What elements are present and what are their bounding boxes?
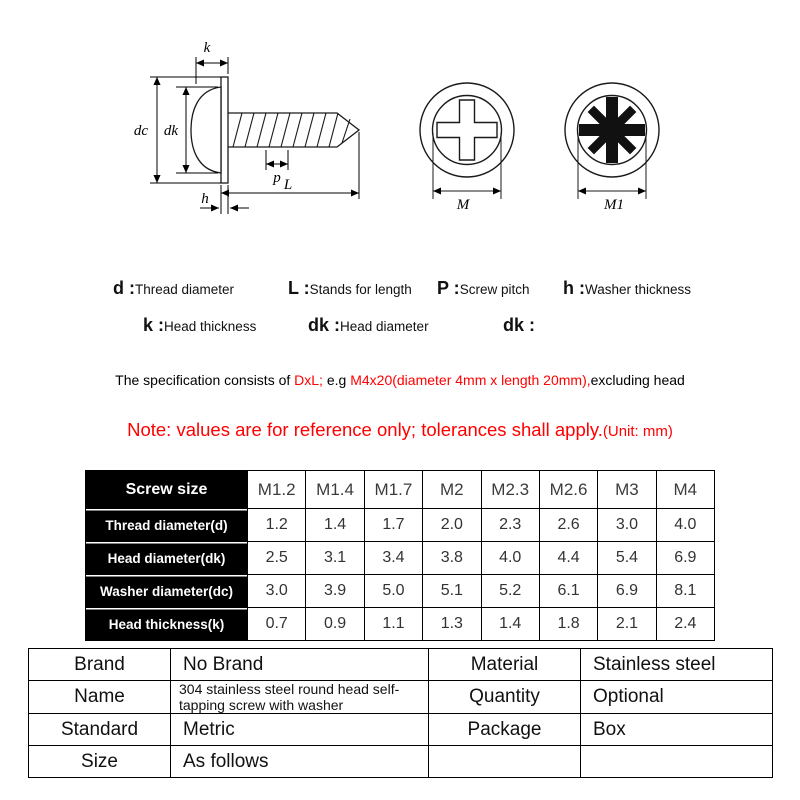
spec-cell: 1.2 (248, 509, 306, 542)
spec-cell: 3.8 (423, 542, 481, 575)
spec-cell: 3.1 (306, 542, 364, 575)
info-label: Name (29, 681, 171, 714)
info-row-standard (29, 714, 773, 746)
spec-row-label: Head thickness(k) (86, 608, 248, 641)
spec-col-header: M3 (598, 471, 656, 509)
spec-cell: 1.4 (481, 608, 539, 641)
info-label: Quantity (429, 681, 581, 714)
spec-cell: 8.1 (656, 575, 714, 608)
spec-col-header: M1.7 (364, 471, 422, 509)
definition-desc: Head thickness (164, 319, 257, 334)
dimension-lines (150, 57, 359, 214)
spec-row-washer-diameter (86, 575, 715, 608)
spec-cell: 4.0 (481, 542, 539, 575)
dim-label-M: M (456, 197, 470, 213)
dim-label-k: k (203, 40, 211, 56)
info-row-name (29, 681, 773, 714)
spec-col-header: M2 (423, 471, 481, 509)
definition-d (113, 278, 234, 299)
spec-cell: 6.9 (598, 575, 656, 608)
pozidriv-star-icon (570, 88, 655, 173)
spec-text: e.g (322, 372, 351, 388)
spec-cell: 2.0 (423, 509, 481, 542)
spec-text-red: DxL; (294, 372, 323, 388)
spec-cell: 6.1 (539, 575, 597, 608)
dim-label-p: p (273, 170, 281, 186)
info-value: Stainless steel (581, 649, 773, 681)
spec-cell: 4.4 (539, 542, 597, 575)
definition-term: P : (437, 278, 460, 298)
spec-header-label: Screw size (86, 471, 248, 509)
info-row-size (29, 746, 773, 778)
definition-k (143, 315, 256, 336)
spec-cell: 5.2 (481, 575, 539, 608)
spec-text: The specification consists of (115, 372, 295, 388)
spec-text-red: M4x20(diameter 4mm x length 20mm), (350, 372, 591, 388)
spec-cell: 3.0 (598, 509, 656, 542)
spec-cell: 1.3 (423, 608, 481, 641)
spec-cell: 4.0 (656, 509, 714, 542)
phillips-head-view (420, 83, 514, 199)
info-row-brand (29, 649, 773, 681)
spec-cell: 1.8 (539, 608, 597, 641)
tolerance-note (0, 419, 800, 441)
info-label (429, 746, 581, 778)
definition-dk-2 (503, 315, 535, 336)
definition-term: L : (288, 278, 310, 298)
definition-P (437, 278, 529, 299)
spec-cell: 2.5 (248, 542, 306, 575)
note-unit: (Unit: mm) (602, 423, 673, 440)
info-label: Material (429, 649, 581, 681)
spec-cell: 1.1 (364, 608, 422, 641)
spec-cell: 3.0 (248, 575, 306, 608)
spec-cell: 5.4 (598, 542, 656, 575)
phillips-cross-icon (437, 100, 497, 160)
dim-label-h: h (201, 191, 209, 207)
spec-cell: 5.0 (364, 575, 422, 608)
info-value: 304 stainless steel round head self-tapping screw with washer (171, 681, 429, 714)
product-info-table (28, 648, 773, 778)
definition-term: d : (113, 278, 135, 298)
definition-term: k : (143, 315, 165, 335)
spec-cell: 3.4 (364, 542, 422, 575)
spec-cell: 1.7 (364, 509, 422, 542)
spec-col-header: M1.2 (248, 471, 306, 509)
info-value: As follows (171, 746, 429, 778)
definition-term: dk : (308, 315, 341, 335)
spec-cell: 2.1 (598, 608, 656, 641)
definition-desc: Stands for length (309, 282, 412, 297)
info-value (581, 746, 773, 778)
spec-row-label: Thread diameter(d) (86, 509, 248, 542)
spec-cell: 0.7 (248, 608, 306, 641)
spec-cell: 3.9 (306, 575, 364, 608)
spec-cell: 2.4 (656, 608, 714, 641)
spec-row-label: Head diameter(dk) (86, 542, 248, 575)
spec-row-label: Washer diameter(dc) (86, 575, 248, 608)
spec-text: excluding head (590, 372, 685, 388)
pozidriv-head-view (565, 83, 659, 199)
screw-technical-drawing (0, 0, 800, 250)
definition-dk (308, 315, 429, 336)
definition-h (563, 278, 691, 299)
spec-col-header: M2.6 (539, 471, 597, 509)
dim-label-dk: dk (163, 123, 179, 139)
info-value: No Brand (171, 649, 429, 681)
spec-row-head-diameter (86, 542, 715, 575)
info-label: Package (429, 714, 581, 746)
spec-cell: 2.3 (481, 509, 539, 542)
dim-label-dc: dc (133, 123, 149, 139)
spec-cell: 1.4 (306, 509, 364, 542)
spec-cell: 0.9 (306, 608, 364, 641)
spec-cell: 2.6 (539, 509, 597, 542)
specification-sentence (0, 372, 800, 388)
spec-row-thread-diameter (86, 509, 715, 542)
definition-desc: Thread diameter (135, 282, 235, 297)
spec-col-header: M4 (656, 471, 714, 509)
definition-L (288, 278, 412, 299)
info-value: Box (581, 714, 773, 746)
spec-cell: 5.1 (423, 575, 481, 608)
info-label: Standard (29, 714, 171, 746)
screw-side-view (191, 77, 359, 183)
info-label: Size (29, 746, 171, 778)
definition-desc: Screw pitch (459, 282, 530, 297)
info-value: Optional (581, 681, 773, 714)
info-label: Brand (29, 649, 171, 681)
spec-row-head-thickness (86, 608, 715, 641)
definition-term: dk : (503, 315, 536, 335)
dim-label-L: L (283, 177, 293, 193)
screw-size-spec-table (85, 470, 715, 641)
spec-header-row (86, 471, 715, 509)
definition-desc: Washer thickness (585, 282, 692, 297)
spec-col-header: M2.3 (481, 471, 539, 509)
spec-col-header: M1.4 (306, 471, 364, 509)
definition-desc: Head diameter (340, 319, 429, 334)
dim-label-M1: M1 (604, 197, 624, 213)
definition-term: h : (563, 278, 585, 298)
spec-cell: 6.9 (656, 542, 714, 575)
note-text: Note: values are for reference only; tolerances shall apply. (127, 419, 603, 440)
info-value: Metric (171, 714, 429, 746)
